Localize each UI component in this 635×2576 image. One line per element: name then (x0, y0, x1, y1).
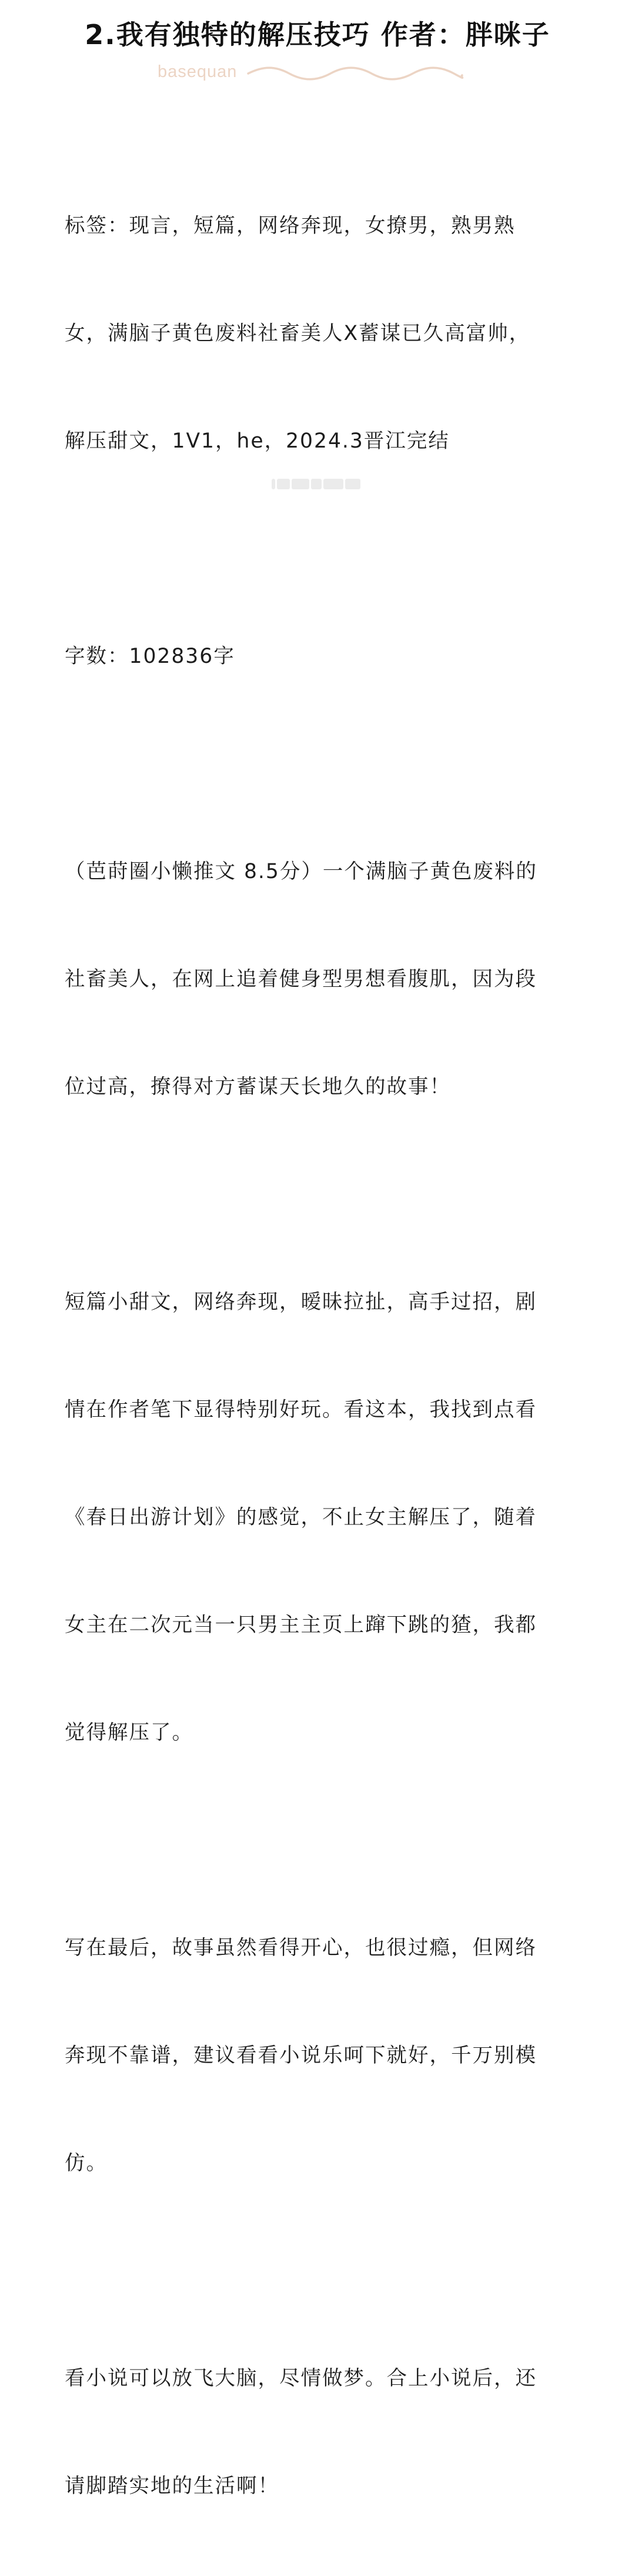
review-paragraph (65, 782, 574, 1177)
body-paragraph (65, 1213, 574, 1823)
ending-line: 看小说可以放飞大脑，尽情做梦。合上小说后，还 (65, 2367, 537, 2390)
body-line: 女主在二次元当一只男主主页上蹿下跳的猹，我都 (65, 1613, 537, 1637)
ending-paragraph (65, 2289, 574, 2576)
body-line: 短篇小甜文，网络奔现，暧昧拉扯，高手过招，剧 (65, 1290, 537, 1314)
blurred-watermark (272, 478, 366, 490)
closing-line: 写在最后，故事虽然看得开心，也很过瘾，但网络 (65, 1936, 537, 1960)
body-line: 觉得解压了。 (65, 1721, 193, 1744)
closing-paragraph (65, 1858, 574, 2253)
closing-line: 仿。 (65, 2151, 108, 2175)
review-line: （芭莳圈小懒推文 8.5分）一个满脑子黄色废料的 (65, 860, 537, 883)
tags-line: 解压甜文，1V1，he，2024.3晋江完结 (65, 429, 450, 453)
watermark (158, 59, 475, 88)
body-line: 情在作者笔下显得特别好玩。看这本，我找到点看 (65, 1398, 537, 1422)
wordcount-paragraph (65, 567, 574, 746)
wave-divider-icon (247, 65, 464, 82)
tags-line: 女，满脑子黄色废料社畜美人X蓄谋已久高富帅， (65, 322, 531, 345)
ending-line: 请脚踏实地的生活啊！ (65, 2474, 279, 2498)
wordcount-line: 字数：102836字 (65, 645, 235, 668)
tags-line: 标签：现言，短篇，网络奔现，女撩男，熟男熟 (65, 214, 516, 238)
post-body (65, 136, 574, 2576)
review-line: 社畜美人，在网上追着健身型男想看腹肌，因为段 (65, 967, 537, 991)
watermark-text: basequan (158, 62, 238, 81)
post-title: 2.我有独特的解压技巧 作者：胖咪子 (85, 19, 550, 51)
closing-line: 奔现不靠谱，建议看看小说乐呵下就好，千万别模 (65, 2044, 537, 2067)
review-line: 位过高，撩得对方蓄谋天长地久的故事！ (65, 1075, 451, 1099)
body-line: 《春日出游计划》的感觉，不止女主解压了，随着 (65, 1506, 537, 1529)
tags-paragraph (65, 136, 574, 531)
